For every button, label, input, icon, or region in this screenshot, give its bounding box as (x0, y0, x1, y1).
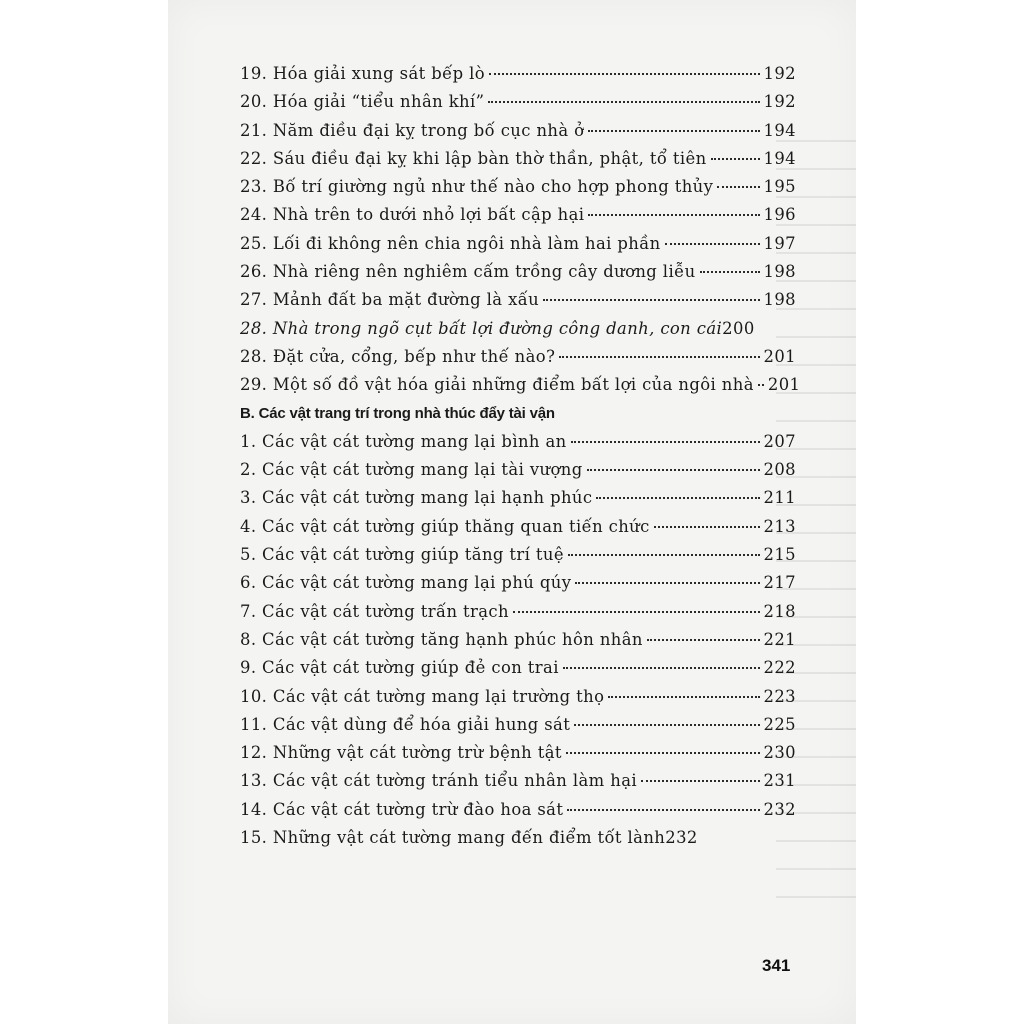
toc-entry: 13. Các vật cát tường tránh tiểu nhân làm hại 231 (240, 767, 796, 795)
toc-page-number: 217 (763, 573, 796, 593)
dot-leader (567, 809, 759, 811)
toc-page-number: 198 (763, 262, 796, 282)
toc-entry: 24. Nhà trên to dưới nhỏ lợi bất cập hại 196 (240, 201, 796, 229)
toc-entry: 25. Lối đi không nên chia ngôi nhà làm hai phần 197 (240, 230, 796, 258)
dot-leader (566, 752, 760, 754)
toc-page-number: 213 (763, 516, 796, 536)
toc-page-number: 215 (763, 545, 796, 565)
dot-leader (758, 384, 764, 386)
toc-entry: 19. Hóa giải xung sát bếp lò 192 (240, 60, 796, 88)
toc-page-number: 195 (763, 177, 796, 197)
toc-entry: 15. Những vật cát tường mang đến điểm tốt lành 232 (240, 824, 796, 852)
toc-page-number: 211 (763, 488, 796, 508)
toc-page-number: 221 (763, 629, 796, 649)
toc-entry: 21. Năm điều đại kỵ trong bố cục nhà ở 194 (240, 117, 796, 145)
toc-entry: 9. Các vật cát tường giúp đẻ con trai 222 (240, 654, 796, 682)
toc-entry: 1. Các vật cát tường mang lại bình an 207 (240, 428, 796, 456)
dot-leader (717, 186, 759, 188)
dot-leader (559, 356, 759, 358)
dot-leader (700, 271, 760, 273)
dot-leader (641, 780, 759, 782)
toc-entry: 8. Các vật cát tường tăng hạnh phúc hôn nhân 221 (240, 626, 796, 654)
toc-page-number: 222 (763, 658, 796, 678)
toc-page-number: 208 (763, 460, 796, 480)
toc-page-number: 230 (763, 743, 796, 763)
dot-leader (587, 469, 760, 471)
toc-entry: 22. Sáu điều đại kỵ khi lập bàn thờ thần, phật, tổ tiên 194 (240, 145, 796, 173)
toc-page-number: 194 (763, 120, 796, 140)
toc-page-number: 201 (763, 346, 796, 366)
toc-entry: 10. Các vật cát tường mang lại trường thọ 223 (240, 683, 796, 711)
section-heading: B. Các vật trang trí trong nhà thúc đẩy tài vận (240, 404, 555, 422)
toc-page-number: 218 (763, 601, 796, 621)
dot-leader (571, 441, 760, 443)
toc-entry: 28. Nhà trong ngõ cụt bất lợi đường công danh, con cái 200 (240, 315, 796, 343)
toc-page-number: 232 (665, 828, 698, 848)
toc-entry: 28. Đặt cửa, cổng, bếp như thế nào? 201 (240, 343, 796, 371)
page-number: 341 (762, 956, 791, 975)
dot-leader (513, 611, 760, 613)
table-of-contents (240, 60, 801, 852)
toc-page-number: 197 (763, 233, 796, 253)
dot-leader (574, 724, 759, 726)
toc-entry: 27. Mảnh đất ba mặt đường là xấu 198 (240, 286, 796, 314)
dot-leader (608, 696, 759, 698)
toc-page-number: 201 (767, 375, 801, 395)
toc-entry: 11. Các vật dùng để hóa giải hung sát 225 (240, 711, 796, 739)
toc-entry: 6. Các vật cát tường mang lại phú qúy 217 (240, 569, 796, 597)
toc-entry: 29. Một số đồ vật hóa giải những điểm bất lợi của ngôi nhà 201 (240, 371, 796, 399)
toc-page-number: 225 (763, 714, 796, 734)
dot-leader (588, 130, 759, 132)
dot-leader (563, 667, 760, 669)
toc-page-number: 192 (763, 92, 796, 112)
toc-entry: 5. Các vật cát tường giúp tăng trí tuệ 215 (240, 541, 796, 569)
dot-leader (711, 158, 760, 160)
toc-entry: 14. Các vật cát tường trừ đào hoa sát 232 (240, 796, 796, 824)
dot-leader (543, 299, 759, 301)
toc-page-number: 200 (722, 318, 755, 338)
toc-page-number: 231 (763, 771, 796, 791)
dot-leader (488, 101, 759, 103)
dot-leader (647, 639, 760, 641)
toc-page-number: 207 (763, 431, 796, 451)
toc-page-number: 192 (763, 64, 796, 83)
dot-leader (575, 582, 759, 584)
dot-leader (489, 73, 759, 75)
toc-entry: 12. Những vật cát tường trừ bệnh tật 230 (240, 739, 796, 767)
dot-leader (588, 214, 759, 216)
toc-entry: 4. Các vật cát tường giúp thăng quan tiến chức 213 (240, 513, 796, 541)
toc-entry: 2. Các vật cát tường mang lại tài vượng 208 (240, 456, 796, 484)
dot-leader (568, 554, 760, 556)
toc-entry: 3. Các vật cát tường mang lại hạnh phúc 211 (240, 484, 796, 512)
toc-page-number: 232 (763, 799, 796, 819)
toc-page-number: 194 (763, 148, 796, 168)
toc-entry: 7. Các vật cát tường trấn trạch 218 (240, 598, 796, 626)
toc-page-number: 196 (763, 205, 796, 225)
dot-leader (596, 497, 759, 499)
dot-leader (654, 526, 760, 528)
toc-entry: 23. Bố trí giường ngủ như thế nào cho hợp phong thủy 195 (240, 173, 796, 201)
toc-page-number: 223 (763, 686, 796, 706)
toc-entry: 20. Hóa giải “tiểu nhân khí” 192 (240, 88, 796, 116)
toc-entry: 26. Nhà riêng nên nghiêm cấm trồng cây dương liễu 198 (240, 258, 796, 286)
dot-leader (665, 243, 760, 245)
toc-page-number: 198 (763, 290, 796, 310)
